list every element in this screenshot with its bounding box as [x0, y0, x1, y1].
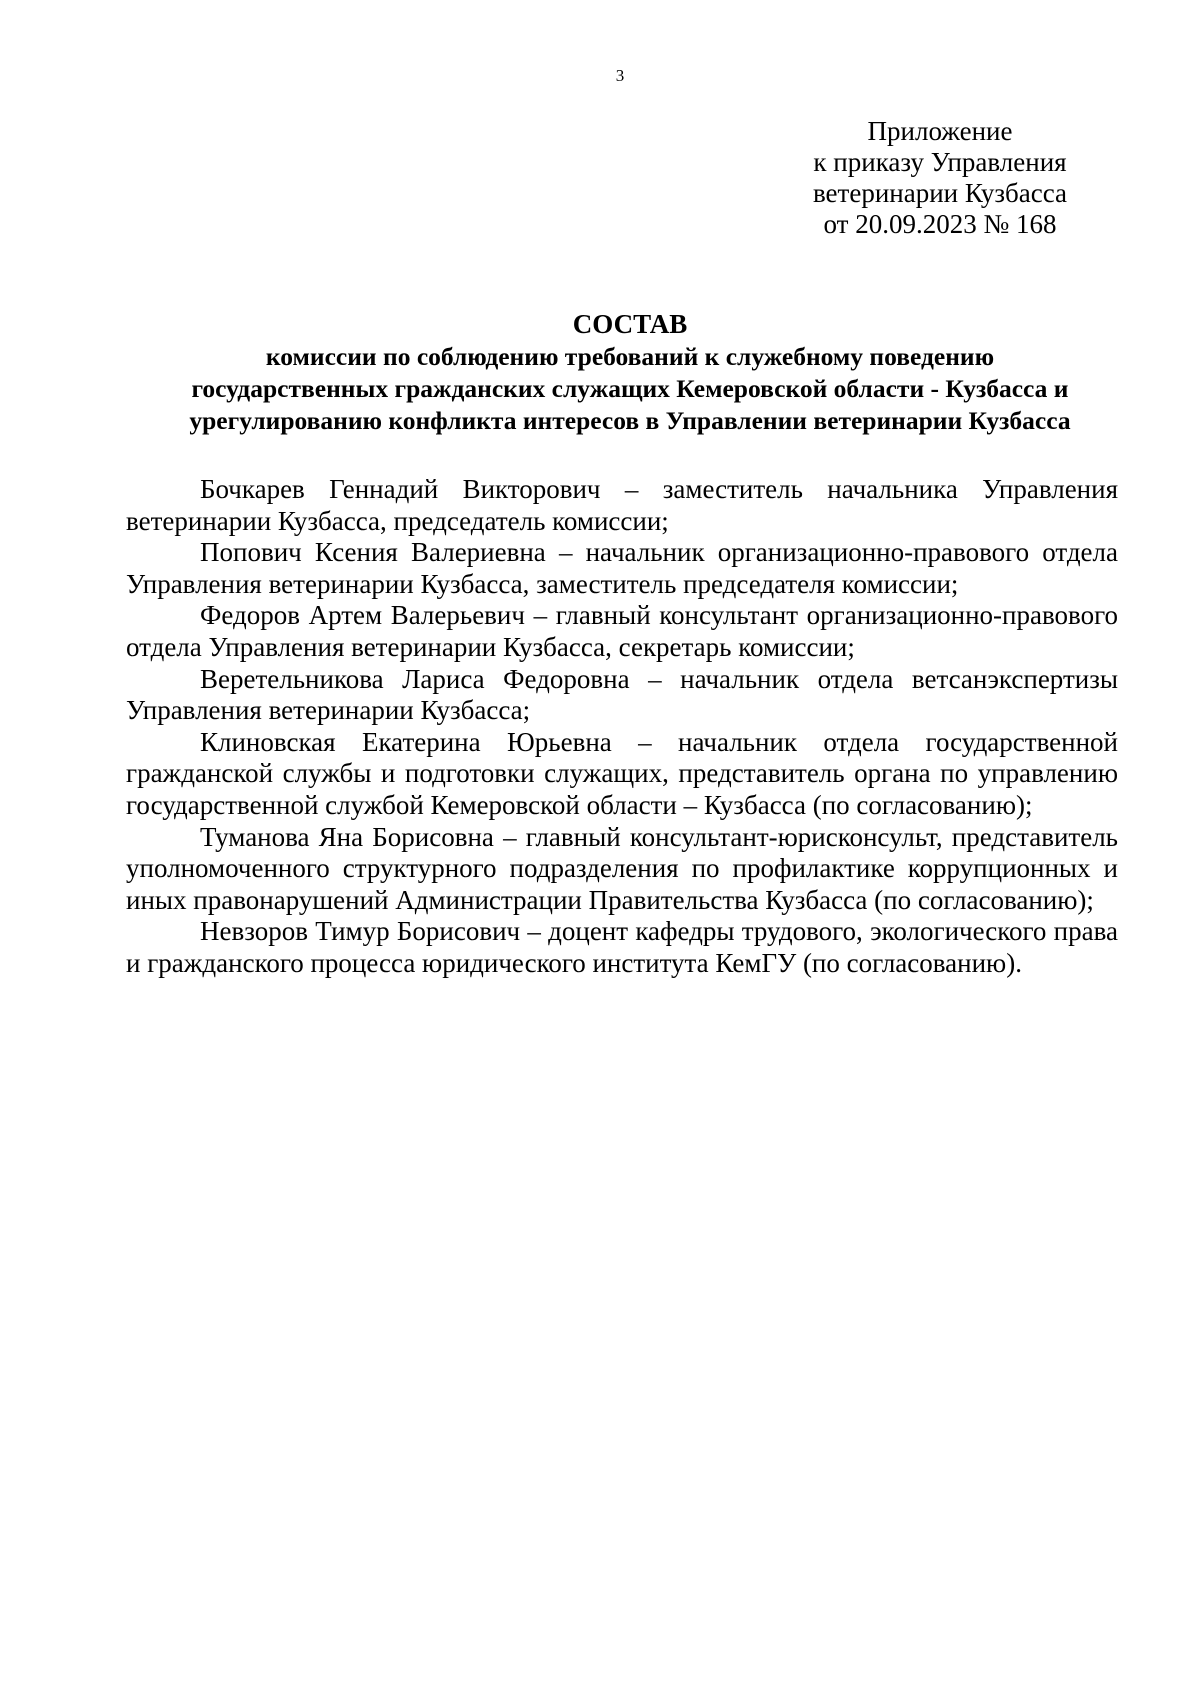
- member-entry: Клиновская Екатерина Юрьевна – начальник отдела государственной гражданской службы и подготовки служащих, представитель органа по управлению государственной службой Кемеровской области – Кузбасса (по согласованию);: [126, 726, 1118, 820]
- title-line-2: государственных гражданских служащих Кемеровской области - Кузбасса и: [191, 374, 1069, 403]
- appendix-date-number: от 20.09.2023 № 168: [823, 209, 1057, 239]
- members-list: [126, 474, 1118, 980]
- title-line-1: комиссии по соблюдению требований к служебному поведению: [265, 342, 995, 371]
- member-entry: Попович Ксения Валериевна – начальник организационно-правового отдела Управления ветеринарии Кузбасса, заместитель председателя комиссии;: [126, 537, 1118, 599]
- appendix-authority: ветеринарии Кузбасса: [812, 178, 1068, 208]
- member-entry: Бочкарев Геннадий Викторович – заместитель начальника Управления ветеринарии Кузбасса, председатель комиссии;: [126, 474, 1118, 536]
- member-entry: Федоров Артем Валерьевич – главный консультант организационно-правового отдела Управления ветеринарии Кузбасса, секретарь комиссии;: [126, 600, 1118, 662]
- title-line-3: урегулированию конфликта интересов в Управлении ветеринарии Кузбасса: [189, 406, 1071, 435]
- member-entry: Невзоров Тимур Борисович – доцент кафедры трудового, экологического права и гражданского процесса юридического института КемГУ (по согласованию).: [126, 916, 1118, 978]
- page-number: 3: [615, 66, 625, 85]
- document-title: [60, 307, 1200, 437]
- appendix-order-ref: к приказу Управления: [813, 147, 1067, 177]
- appendix-header: [780, 116, 1100, 240]
- appendix-label: Приложение: [867, 116, 1013, 146]
- title-heading: СОСТАВ: [572, 309, 688, 339]
- member-entry: Туманова Яна Борисовна – главный консультант-юрисконсульт, представитель уполномоченного структурного подразделения по профилактике коррупционных и иных правонарушений Администрации Правительства Кузбасса (по согласованию);: [126, 821, 1118, 915]
- member-entry: Веретельникова Лариса Федоровна – начальник отдела ветсанэкспертизы Управления ветеринарии Кузбасса;: [126, 663, 1118, 726]
